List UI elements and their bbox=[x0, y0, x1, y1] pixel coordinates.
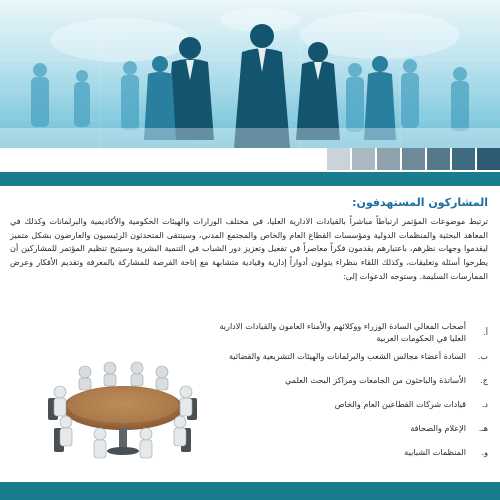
strip-block bbox=[327, 148, 350, 170]
meeting-table-illustration bbox=[40, 358, 205, 467]
list-item-marker: أ. bbox=[483, 327, 488, 337]
list-item-marker: ج. bbox=[480, 375, 488, 385]
list-item bbox=[208, 392, 488, 416]
list-item-text: قيادات شركات القطاعين العام والخاص bbox=[334, 399, 466, 409]
strip-block bbox=[352, 148, 375, 170]
strip-block bbox=[0, 148, 325, 170]
intro-paragraph: ترتبط موضوعات المؤتمر ارتباطاً مباشراً بالقيادات الادارية العليا، في مختلف الوزارات والهيئات الحكومية والأكاديمية والبرلمانات وكذلك في المعاهد البحثية والمنظمات الدولية ومؤسسات القطاع العام والخاص والمجتمع المدني، وسينتقى المتحدثون الرئيسيون والعارضون بشكل متميز ليقدموا وجهات نظرهم، باعتبارهم يقدمون فكراً معاصراً في تفعيل وتعزيز دور الشباب في التنمية البشرية وسيتيح تنظيم المؤتمر للمشاركين أن يطرحوا أسئلة وتعليقات، وكذلك اللقاء بنظراء يتولون أدواراً إدارية وقيادية متشابهة مع إتاحة الفرصة للمشاركة بالمعرفة وتقديم الأفكار وعرض الممارسات السليمة. وستوجه الدعوات إلى: bbox=[10, 216, 488, 281]
footer-band bbox=[0, 482, 500, 500]
list-item bbox=[208, 416, 488, 440]
section-heading: المشاركون المستهدفون: bbox=[352, 196, 488, 209]
list-item bbox=[208, 344, 488, 368]
list-item bbox=[208, 320, 488, 344]
top-divider-band bbox=[0, 172, 500, 186]
strip-block bbox=[427, 148, 450, 170]
list-item-marker: و. bbox=[481, 447, 488, 457]
list-item bbox=[208, 368, 488, 392]
strip-block bbox=[402, 148, 425, 170]
list-item-marker: هـ. bbox=[478, 423, 488, 433]
invitee-list bbox=[208, 320, 488, 464]
list-item bbox=[208, 440, 488, 464]
header-banner bbox=[0, 0, 500, 148]
main-content bbox=[10, 196, 488, 284]
business-people-illustration bbox=[0, 0, 500, 148]
strip-block bbox=[477, 148, 500, 170]
strip-block bbox=[452, 148, 475, 170]
list-item-text: السادة أعضاء مجالس الشعب والبرلمانات والهيئات التشريعية والقضائية bbox=[228, 351, 466, 361]
list-item-text: الأساتذة والباحثون من الجامعات ومراكز البحث العلمي bbox=[285, 375, 466, 385]
list-item-marker: ب. bbox=[477, 351, 488, 361]
list-item-text: الإعلام والصحافة bbox=[410, 423, 466, 433]
strip-block bbox=[377, 148, 400, 170]
list-item-text: المنظمات الشبابية bbox=[404, 447, 466, 457]
list-item-marker: د. bbox=[481, 399, 488, 409]
decorative-block-strip bbox=[0, 148, 500, 170]
list-item-text: أصحاب المعالي السادة الوزراء ووكلائهم والأمناء العامون والقيادات الادارية العليا في الحكومات العربية bbox=[219, 321, 466, 343]
